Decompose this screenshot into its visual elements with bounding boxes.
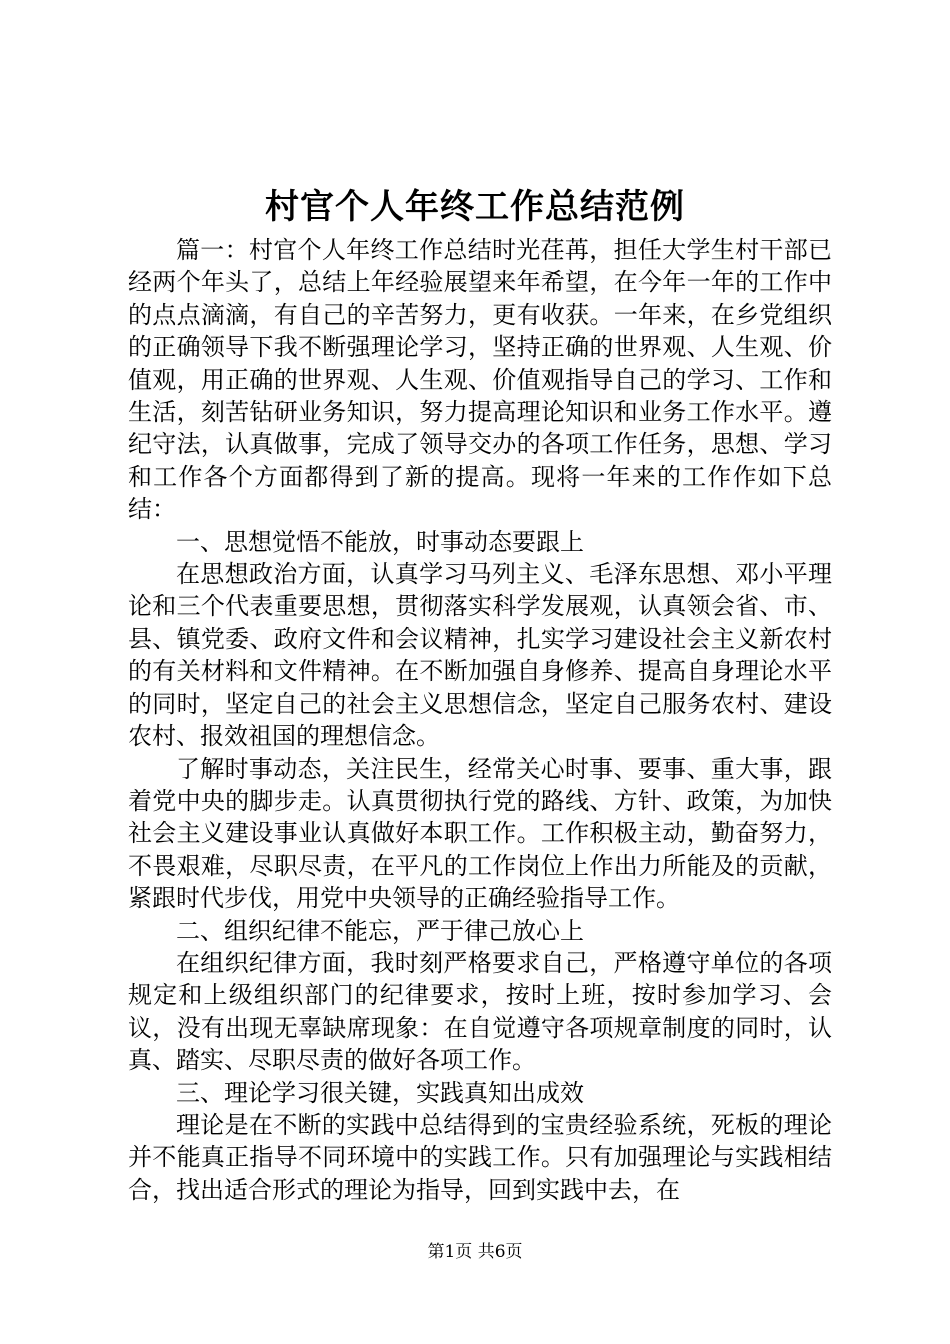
- document-title: 村官个人年终工作总结范例: [265, 187, 685, 227]
- section-heading: 一、思想觉悟不能放，时事动态要跟上: [176, 527, 584, 556]
- paragraph: 理论是在不断的实践中总结得到的宝贵经验系统，死板的理论并不能真正指导不同环境中的实践工作。只有加强理论与实践相结合，找出适合形式的理论为指导，回到实践中去，在: [128, 1110, 832, 1204]
- page-number-footer: 第1页 共6页: [427, 1242, 523, 1262]
- paragraph: 了解时事动态，关注民生，经常关心时事、要事、重大事，跟着党中央的脚步走。认真贯彻执行党的路线、方针、政策，为加快社会主义建设事业认真做好本职工作。工作积极主动，勤奋努力，不畏艰难，尽职尽责，在平凡的工作岗位上作出力所能及的贡献，紧跟时代步伐，用党中央领导的正确经验指导工作。: [128, 754, 832, 913]
- paragraph: 在思想政治方面，认真学习马列主义、毛泽东思想、邓小平理论和三个代表重要思想，贯彻落实科学发展观，认真领会省、市、县、镇党委、政府文件和会议精神，扎实学习建设社会主义新农村的有关材料和文件精神。在不断加强自身修养、提高自身理论水平的同时，坚定自己的社会主义思想信念，坚定自己服务农村、建设农村、报效祖国的理想信念。: [128, 560, 832, 751]
- document-body: [128, 234, 832, 1206]
- section-heading: 二、组织纪律不能忘，严于律己放心上: [176, 916, 584, 945]
- paragraph: 在组织纪律方面，我时刻严格要求自己，严格遵守单位的各项规定和上级组织部门的纪律要求，按时上班，按时参加学习、会议，没有出现无辜缺席现象：在自觉遵守各项规章制度的同时，认真、踏实、尽职尽责的做好各项工作。: [128, 948, 832, 1075]
- section-heading: 三、理论学习很关键，实践真知出成效: [176, 1078, 584, 1107]
- paragraph: 篇一：村官个人年终工作总结时光荏苒，担任大学生村干部已经两个年头了，总结上年经验展望来年希望，在今年一年的工作中的点点滴滴，有自己的辛苦努力，更有收获。一年来，在乡党组织的正确领导下我不断强理论学习，坚持正确的世界观、人生观、价值观，用正确的世界观、人生观、价值观指导自己的学习、工作和生活，刻苦钻研业务知识，努力提高理论知识和业务工作水平。遵纪守法，认真做事，完成了领导交办的各项工作任务，思想、学习和工作各个方面都得到了新的提高。现将一年来的工作作如下总结：: [128, 236, 832, 524]
